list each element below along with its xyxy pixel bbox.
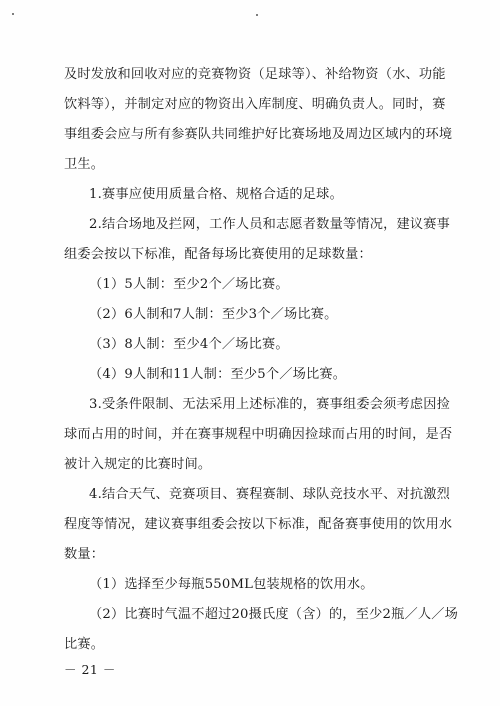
scan-speck	[12, 13, 14, 15]
body-line: 被计入规定的比赛时间。	[64, 457, 212, 472]
body-line: 及时发放和回收对应的竞赛物资（足球等）、补给物资（水、功能	[64, 67, 446, 82]
body-line: 卫生。	[64, 157, 105, 172]
page-number: － 21 －	[64, 662, 116, 677]
body-line: 事组委会应与所有参赛队共同维护好比赛场地及周边区域内的环境	[64, 127, 453, 142]
paragraph-line: 3.受条件限制、无法采用上述标准的，赛事组委会须考虑因捡	[89, 397, 451, 412]
list-item: （2）6人制和7人制：至少3个／场比赛。	[89, 307, 338, 322]
body-line: 比赛。	[64, 637, 105, 652]
paragraph-line: 1.赛事应使用质量合格、规格合适的足球。	[89, 187, 343, 202]
paragraph-line: 2.结合场地及拦网，工作人员和志愿者数量等情况，建议赛事	[89, 217, 451, 232]
body-line: 球而占用的时间，并在赛事规程中明确因捡球而占用的时间，是否	[64, 427, 453, 442]
list-item: （1）选择至少每瓶550ML包装规格的饮用水。	[89, 577, 374, 592]
list-item: （1）5人制：至少2个／场比赛。	[89, 277, 289, 292]
body-line: 程度等情况，建议赛事组委会按以下标准，配备赛事使用的饮用水	[64, 517, 453, 532]
list-item: （4）9人制和11人制：至少5个／场比赛。	[89, 367, 347, 382]
body-line: 饮料等），并制定对应的物资出入库制度、明确负责人。同时，赛	[64, 97, 446, 112]
list-item: （3）8人制：至少4个／场比赛。	[89, 337, 289, 352]
list-item: （2）比赛时气温不超过20摄氏度（含）的，至少2瓶／人／场	[89, 607, 459, 622]
body-line: 组委会按以下标准，配备每场比赛使用的足球数量：	[64, 247, 372, 262]
paragraph-line: 4.结合天气、竞赛项目、赛程赛制、球队竞技水平、对抗激烈	[89, 487, 451, 502]
body-line: 数量：	[64, 547, 105, 562]
scan-speck	[256, 14, 258, 16]
